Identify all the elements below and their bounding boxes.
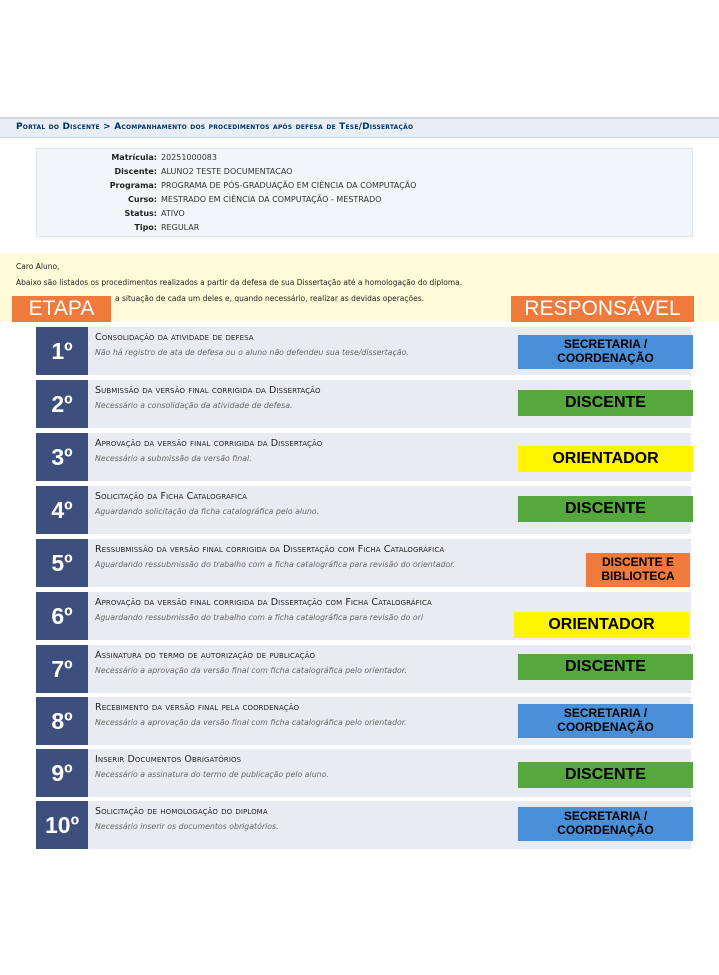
info-row-matricula (37, 151, 692, 165)
info-label: Discente: (114, 167, 157, 176)
step-description: Necessário a submissão da versão final. (95, 454, 252, 463)
step-number: 2º (36, 380, 88, 428)
responsible-badge: ORIENTADOR (514, 612, 689, 638)
step-title: Ressubmissão da versão final corrigida da Dissertação com Ficha Catalográfica (95, 544, 445, 555)
step-title: Inserir Documentos Obrigatórios (95, 754, 242, 765)
step-title: Aprovação da versão final corrigida da Dissertação com Ficha Catalográfica (95, 597, 432, 608)
step-description: Aguardando ressubmissão do trabalho com a ficha catalográfica para revisão do orientador. (95, 560, 456, 569)
step-description: Aguardando solicitação da ficha catalográfica pelo aluno. (95, 507, 320, 516)
info-row-tipo (37, 221, 692, 235)
responsavel-header: RESPONSÁVEL (511, 296, 694, 322)
responsible-badge: DISCENTE (518, 654, 693, 680)
step-number: 4º (36, 486, 88, 534)
step-description: Necessário a assinatura do termo de publicação pelo aluno. (95, 770, 329, 779)
breadcrumb-bar (0, 117, 719, 138)
responsible-badge: DISCENTE (518, 390, 693, 416)
info-value: 20251000083 (161, 153, 217, 162)
step-number: 1º (36, 327, 88, 375)
etapa-header: ETAPA (12, 296, 111, 322)
responsible-badge: DISCENTE (518, 762, 693, 788)
info-label: Status: (124, 209, 157, 218)
step-title: Consolidação da atividade de defesa (95, 332, 254, 343)
student-info-panel (36, 148, 693, 237)
step-title: Assinatura do termo de autorização de publicação (95, 650, 316, 661)
info-row-status (37, 207, 692, 221)
breadcrumb[interactable]: Portal do Discente > Acompanhamento dos procedimentos após defesa de Tese/Dissertação (16, 122, 414, 132)
step-number: 6º (36, 592, 88, 640)
step-number: 10º (36, 801, 88, 849)
notice-line-1: Abaixo são listados os procedimentos realizados a partir da defesa de sua Dissertação até a homologação do diploma. (16, 278, 463, 287)
step-description: Necessário a aprovação da versão final com ficha catalográfica pelo orientador. (95, 718, 407, 727)
step-title: Recebimento da versão final pela coordenação (95, 702, 300, 713)
info-label: Matrícula: (111, 153, 157, 162)
step-description: Não há registro de ata de defesa ou o aluno não defendeu sua tese/dissertação. (95, 348, 409, 357)
step-title: Aprovação da versão final corrigida da Dissertação (95, 438, 323, 449)
responsible-badge: DISCENTE E BIBLIOTECA (586, 553, 690, 587)
responsible-badge: SECRETARIA / COORDENAÇÃO (518, 704, 693, 738)
step-number: 9º (36, 749, 88, 797)
info-row-programa (37, 179, 692, 193)
info-value: ATIVO (161, 209, 185, 218)
info-label: Curso: (128, 195, 157, 204)
notice-line-2: a situação de cada um deles e, quando necessário, realizar as devidas operações. (115, 294, 424, 303)
step-description: Aguardando ressubmissão do trabalho com a ficha catalográfica para revisão do ori (95, 613, 423, 622)
notice-greeting: Caro Aluno, (16, 262, 60, 271)
step-number: 5º (36, 539, 88, 587)
responsible-badge: SECRETARIA / COORDENAÇÃO (518, 807, 693, 841)
info-value: ALUNO2 TESTE DOCUMENTACAO (161, 167, 293, 176)
step-title: Solicitação da Ficha Catalográfica (95, 491, 248, 502)
responsible-badge: DISCENTE (518, 496, 693, 522)
step-number: 7º (36, 645, 88, 693)
info-value: REGULAR (161, 223, 200, 232)
info-value: MESTRADO EM CIÊNCIA DA COMPUTAÇÃO - MESTRADO (161, 195, 382, 204)
step-number: 8º (36, 697, 88, 745)
responsible-badge: SECRETARIA / COORDENAÇÃO (518, 335, 693, 369)
step-title: Solicitação de homologação do diploma (95, 806, 268, 817)
step-title: Submissão da versão final corrigida da Dissertação (95, 385, 321, 396)
info-row-discente (37, 165, 692, 179)
info-label: Tipo: (134, 223, 157, 232)
step-number: 3º (36, 433, 88, 481)
step-description: Necessário a aprovação da versão final com ficha catalográfica pelo orientador. (95, 666, 407, 675)
responsible-badge: ORIENTADOR (518, 446, 693, 472)
step-description: Necessário inserir os documentos obrigatórios. (95, 822, 279, 831)
info-label: Programa: (109, 181, 157, 190)
info-value: PROGRAMA DE PÓS-GRADUAÇÃO EM CIÊNCIA DA COMPUTAÇÃO (161, 181, 417, 190)
step-description: Necessário a consolidação da atividade de defesa. (95, 401, 293, 410)
info-row-curso (37, 193, 692, 207)
